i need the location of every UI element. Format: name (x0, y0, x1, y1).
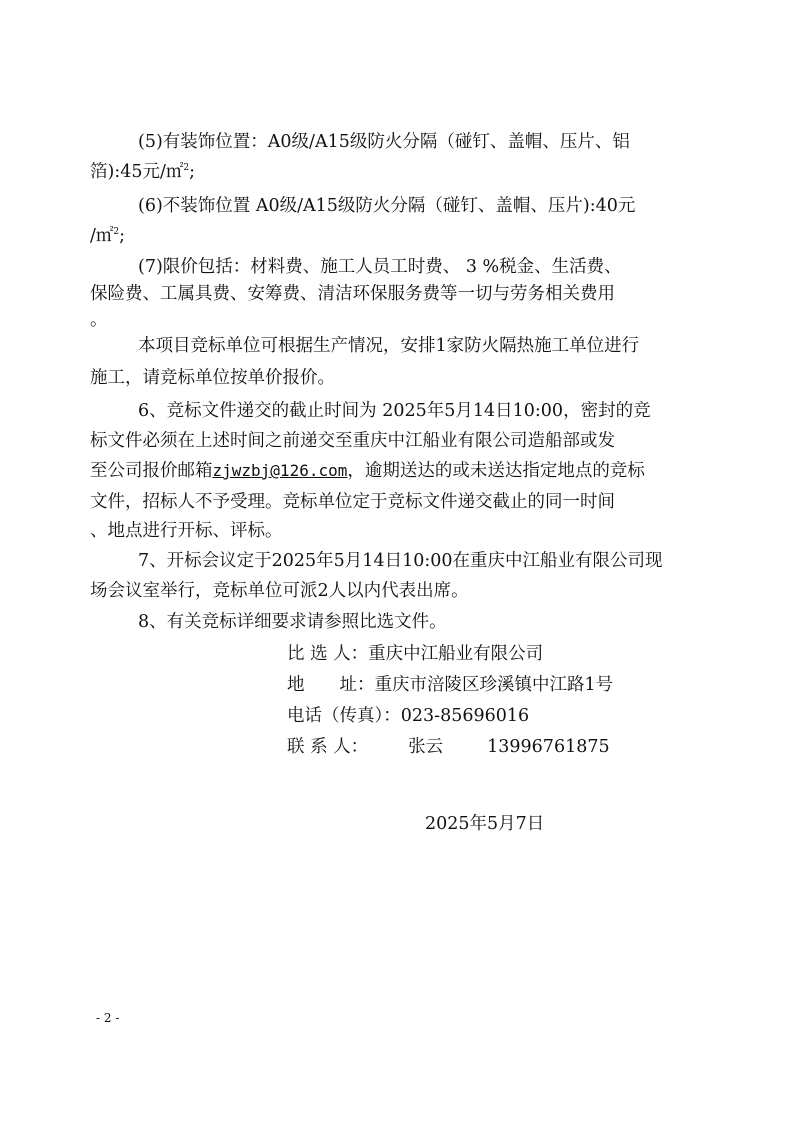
section-7-line-2: 场会议室举行，竞标单位可派2人以内代表出席。 (90, 581, 469, 601)
quote-email-link[interactable]: zjwzbj@126.com (212, 461, 348, 480)
section-6-line-1: 6、竞标文件递交的截止时间为 2025年5月14日10:00，密封的竞 (138, 401, 651, 421)
arrange-line-2: 施工，请竞标单位按单价报价。 (90, 368, 335, 388)
person-phone: 13996761875 (487, 737, 610, 757)
section-7-line-1: 7、开标会议定于2025年5月14日10:00在重庆中江船业有限公司现 (138, 551, 663, 571)
page-number: - 2 - (96, 1011, 120, 1025)
item-5-line-1: (5)有装饰位置：A0级/A15级防火分隔（碰钉、盖帽、压片、铝 (138, 132, 630, 152)
item-6-unit-superscript: 2 (113, 227, 120, 238)
contact-phone (287, 704, 529, 728)
document-date: 2025年5月7日 (425, 814, 545, 834)
item-7-line-2: 保险费、工属具费、安筹费、清洁环保服务费等一切与劳务相关费用 (90, 284, 615, 304)
item-6-end: ; (119, 226, 126, 246)
selector-value: 重庆中江船业有限公司 (368, 644, 544, 664)
person-label: 联 系 人： (287, 737, 369, 757)
person-name: 张云 (408, 737, 444, 757)
contact-person (287, 735, 610, 759)
selector-label: 比 选 人： (287, 644, 369, 664)
item-6-line-1: (6)不装饰位置 A0级/A15级防火分隔（碰钉、盖帽、压片):40元 (138, 196, 636, 216)
address-label: 地 址： (287, 675, 375, 695)
section-6-line-4: 文件，招标人不予受理。竞标单位定于竞标文件递交截止的同一时间 (90, 492, 615, 512)
item-6-line-2 (90, 224, 125, 248)
arrange-line-1: 本项目竞标单位可根据生产情况，安排1家防火隔热施工单位进行 (138, 336, 640, 356)
section-6-line-2: 标文件必须在上述时间之前递交至重庆中江船业有限公司造船部或发 (90, 431, 615, 451)
phone-label: 电话（传真）： (287, 706, 401, 726)
section-8-line-1: 8、有关竞标详细要求请参照比选文件。 (138, 612, 447, 632)
section-6-line-5: 、地点进行开标、评标。 (90, 521, 283, 541)
item-6-unit: /㎡ (90, 226, 114, 246)
item-5-end: ; (189, 162, 196, 182)
item-7-line-1: (7)限价包括：材料费、施工人员工时费、 3 %税金、生活费、 (138, 257, 622, 277)
section-6-email-suffix: ，逾期送达的或未送达指定地点的竞标 (347, 461, 645, 481)
section-6-line-3 (90, 459, 645, 483)
section-6-email-prefix: 至公司报价邮箱 (90, 461, 213, 481)
address-value: 重庆市涪陵区珍溪镇中江路1号 (374, 675, 614, 695)
item-5-unit-superscript: 2 (183, 163, 190, 174)
item-5-line-2 (90, 160, 195, 184)
phone-value: 023-85696016 (400, 706, 530, 726)
contact-address (287, 673, 613, 697)
item-7-line-3: 。 (90, 310, 108, 330)
item-5-price: 箔):45元/㎡ (90, 162, 184, 182)
contact-selector (287, 642, 543, 666)
